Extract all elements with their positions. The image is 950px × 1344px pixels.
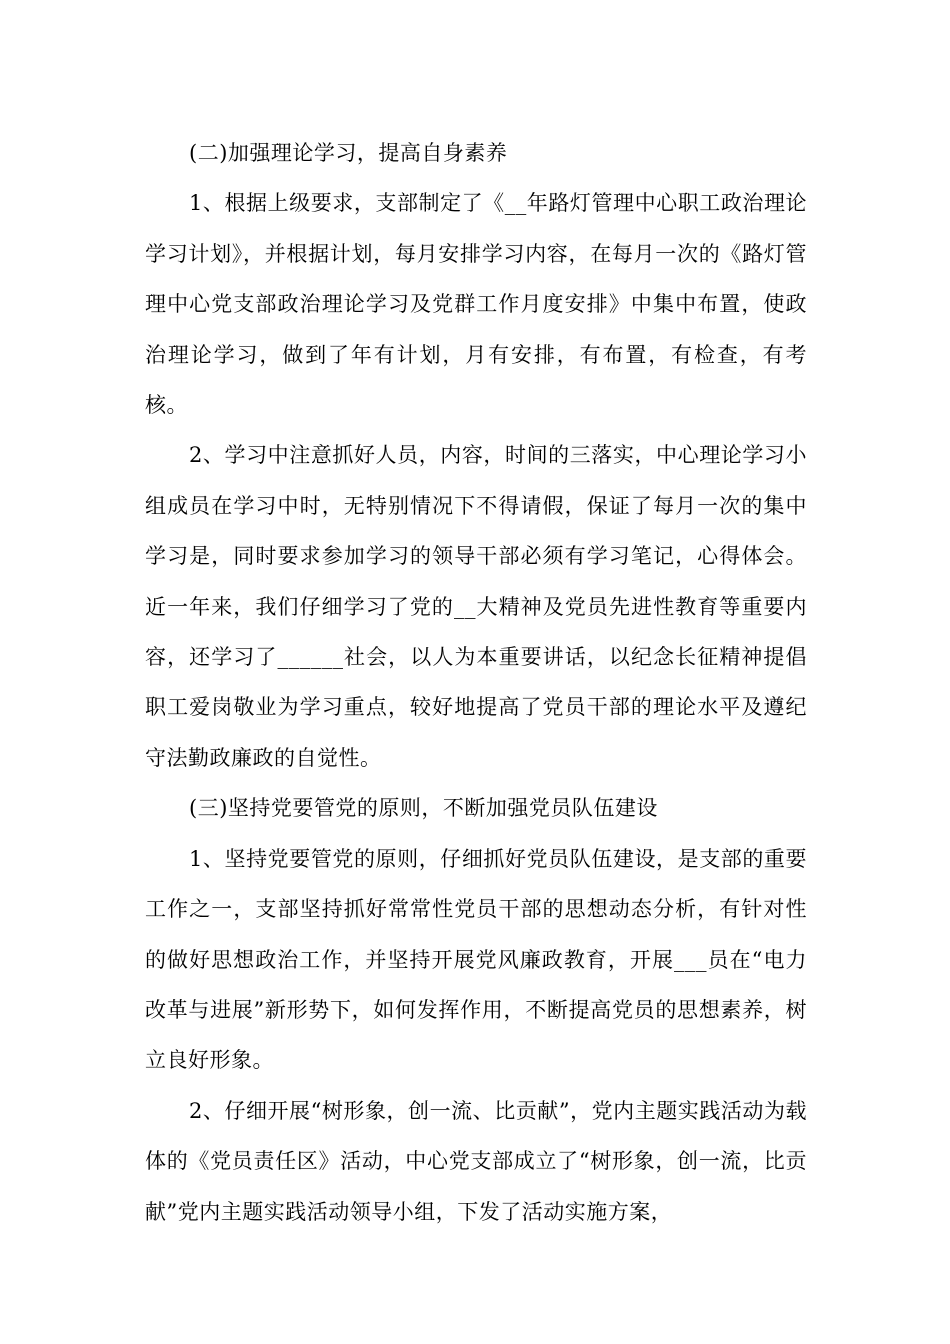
section-heading-theory-study: (二)加强理论学习，提高自身素养 [189,141,508,165]
section-heading-party-building: (三)坚持党要管党的原则，不断加强党员队伍建设 [189,796,658,821]
paragraph-party-management: 1、坚持党要管党的原则，仔细抓好党员队伍建设，是支部的重要工作之一，支部坚持抓好常常性党员干部的思想动态分析，有针对性的做好思想政治工作，并坚持开展党风廉政教育，开展___员在“电力改革与进展”新形势下，如何发挥作用，不断提高党员的思想素养，树立良好形象。 [145,846,807,1073]
paragraph-practice-activity: 2、仔细开展“树形象，创一流、比贡献”，党内主题实践活动为载体的《党员责任区》活动，中心党支部成立了“树形象，创一流，比贡献”党内主题实践活动领导小组，下发了活动实施方案， [145,1098,807,1224]
paragraph-study-implementation: 2、学习中注意抓好人员，内容，时间的三落实，中心理论学习小组成员在学习中时，无特别情况下不得请假，保证了每月一次的集中学习是，同时要求参加学习的领导干部必须有学习笔记，心得体会。近一年来，我们仔细学习了党的__大精神及党员先进性教育等重要内容，还学习了______社会，以人为本重要讲话，以纪念长征精神提倡职工爱岗敬业为学习重点，较好地提高了党员干部的理论水平及遵纪守法勤政廉政的自觉性。 [145,443,807,770]
document-body [145,128,807,1237]
paragraph-study-plan: 1、根据上级要求，支部制定了《__年路灯管理中心职工政治理论学习计划》，并根据计划，每月安排学习内容，在每月一次的《路灯管理中心党支部政治理论学习及党群工作月度安排》中集中布置，使政治理论学习，做到了年有计划，月有安排，有布置，有检查，有考核。 [145,191,807,418]
